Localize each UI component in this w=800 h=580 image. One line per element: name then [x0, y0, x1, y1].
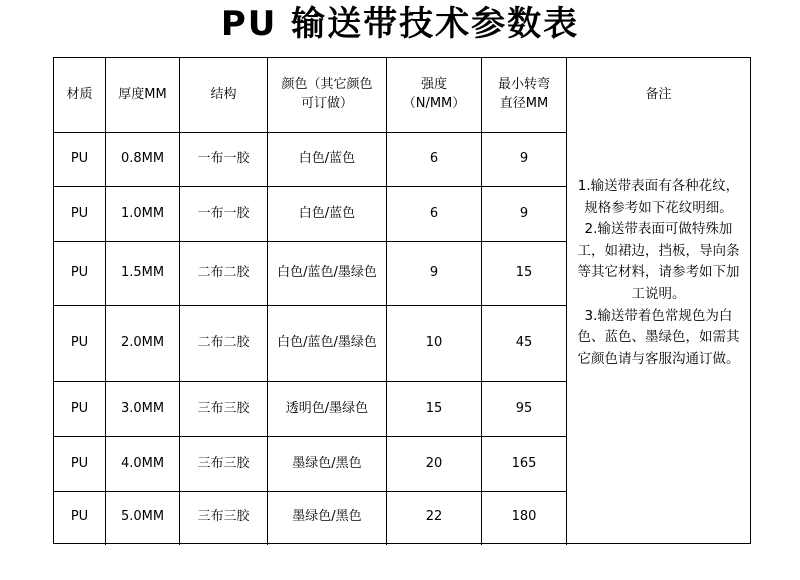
cell-color: 透明色/墨绿色: [285, 400, 369, 416]
cell-strength: 6: [429, 151, 439, 167]
cell-min-bend: 9: [519, 205, 529, 221]
remarks-cell: [567, 176, 750, 416]
header-thickness: 厚度MM: [118, 86, 167, 102]
cell-structure: 三布三胶: [197, 509, 250, 525]
cell-color: 白色/蓝色: [298, 205, 356, 221]
header-structure: 结构: [210, 86, 237, 102]
cell-material: PU: [70, 400, 89, 416]
cell-color: 白色/蓝色/墨绿色: [277, 265, 377, 281]
cell-min-bend: 9: [519, 151, 529, 167]
cell-strength: 10: [425, 335, 443, 351]
cell-strength: 9: [429, 265, 439, 281]
cell-thickness: 3.0MM: [120, 400, 165, 416]
cell-structure: 一布一胶: [197, 151, 250, 167]
cell-thickness: 4.0MM: [120, 455, 165, 471]
cell-min-bend: 15: [515, 265, 533, 281]
cell-thickness: 5.0MM: [120, 509, 165, 525]
cell-structure: 二布二胶: [197, 335, 250, 351]
cell-structure: 三布三胶: [197, 400, 250, 416]
cell-color: 墨绿色/黑色: [292, 509, 362, 525]
remark-item: 3.输送带着色常规色为白色、蓝色、墨绿色，如需其它颜色请与客服沟通订做。: [577, 307, 740, 367]
cell-material: PU: [70, 335, 89, 351]
cell-thickness: 2.0MM: [120, 335, 165, 351]
cell-strength: 6: [429, 205, 439, 221]
cell-thickness: 1.5MM: [120, 265, 165, 281]
cell-structure: 一布一胶: [197, 205, 250, 221]
header-color: 颜色（其它颜色可订做）: [281, 77, 373, 111]
cell-min-bend: 45: [515, 335, 533, 351]
cell-min-bend: 165: [511, 455, 537, 471]
page-title: PU 输送带技术参数表: [220, 4, 580, 44]
remark-item: 2.输送带表面可做特殊加工，如裙边，挡板，导向条等其它材料，请参考如下加工说明。: [577, 221, 740, 302]
header-remark: 备注: [645, 87, 672, 102]
cell-color: 白色/蓝色/墨绿色: [277, 335, 377, 351]
cell-strength: 22: [425, 509, 443, 525]
remark-item: 1.输送带表面有各种花纹，规格参考如下花纹明细。: [577, 178, 740, 216]
cell-structure: 二布二胶: [197, 265, 250, 281]
cell-color: 白色/蓝色: [298, 151, 356, 167]
cell-material: PU: [70, 455, 89, 471]
cell-min-bend: 95: [515, 400, 533, 416]
header-min-bend: 最小转弯直径MM: [497, 77, 550, 111]
cell-min-bend: 180: [511, 509, 537, 525]
cell-thickness: 1.0MM: [120, 205, 165, 221]
cell-material: PU: [70, 509, 89, 525]
spec-table: [53, 57, 751, 544]
cell-material: PU: [70, 151, 89, 167]
cell-color: 墨绿色/黑色: [292, 455, 362, 471]
header-strength: 强度（N/MM）: [402, 77, 466, 111]
cell-strength: 20: [425, 455, 443, 471]
cell-thickness: 0.8MM: [120, 151, 165, 167]
cell-material: PU: [70, 205, 89, 221]
cell-structure: 三布三胶: [197, 455, 250, 471]
header-material: 材质: [66, 86, 93, 102]
cell-material: PU: [70, 265, 89, 281]
cell-strength: 15: [425, 400, 443, 416]
